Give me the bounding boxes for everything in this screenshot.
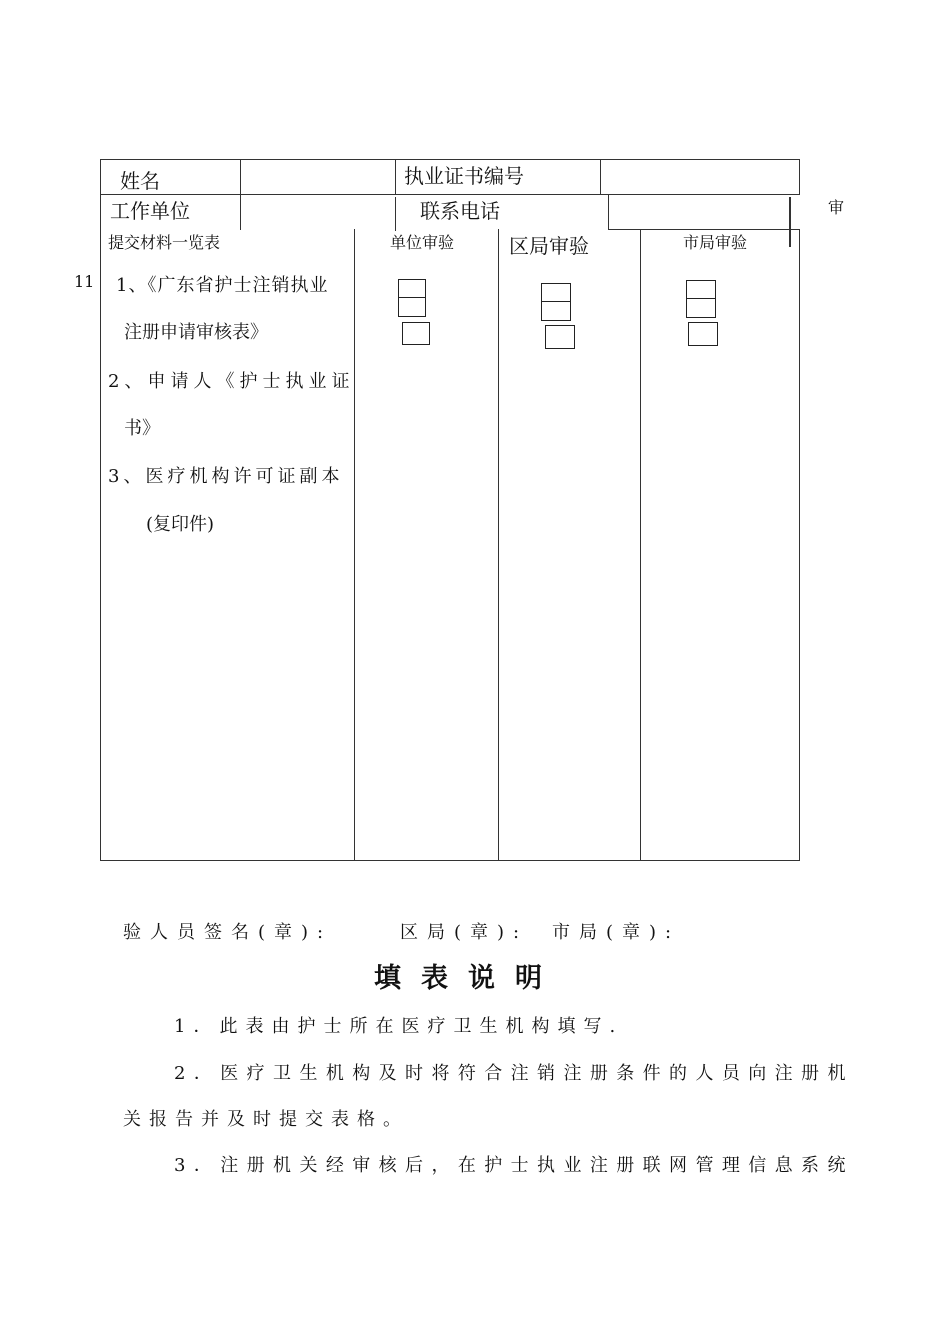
material-item-3-line2: (复印件) xyxy=(146,514,215,535)
unit-review-checkbox-3[interactable] xyxy=(402,322,430,345)
district-stamp-label: 区局(章): xyxy=(400,922,529,943)
city-stamp-label: 市局(章): xyxy=(552,922,681,943)
district-review-checkbox-1[interactable] xyxy=(541,283,571,303)
unit-review-checkbox-2[interactable] xyxy=(398,297,426,317)
work-unit-field[interactable] xyxy=(242,196,394,228)
instructions-title: 填表说明 xyxy=(374,963,562,994)
work-unit-label: 工作单位 xyxy=(110,199,190,223)
name-field[interactable] xyxy=(242,161,394,193)
district-review-checkbox-2[interactable] xyxy=(541,301,571,321)
phone-label: 联系电话 xyxy=(420,199,500,223)
materials-header: 提交材料一览表 xyxy=(108,233,221,252)
city-review-checkbox-1[interactable] xyxy=(686,280,716,300)
material-item-2-line2: 书》 xyxy=(124,418,160,439)
unit-review-header: 单位审验 xyxy=(390,233,455,252)
side-text-right: 审 xyxy=(828,198,845,217)
city-review-header: 市局审验 xyxy=(683,233,748,252)
phone-field[interactable] xyxy=(610,196,788,228)
district-review-checkbox-3[interactable] xyxy=(545,325,575,349)
instruction-item-1: 1．此表由护士所在医疗卫生机构填写. xyxy=(174,1016,624,1037)
name-label: 姓名 xyxy=(120,169,160,193)
material-item-2-line1: 2、申请人《护士执业证 xyxy=(108,371,355,392)
city-review-checkbox-3[interactable] xyxy=(688,322,718,346)
instruction-item-2-line1: 2．医疗卫生机构及时将符合注销注册条件的人员向注册机 xyxy=(174,1063,854,1084)
district-review-header: 区局审验 xyxy=(509,234,589,258)
cert-number-label: 执业证书编号 xyxy=(404,164,524,188)
instruction-item-3: 3．注册机关经审核后，在护士执业注册联网管理信息系统 xyxy=(174,1155,854,1176)
city-review-checkbox-2[interactable] xyxy=(686,298,716,318)
material-item-3-line1: 3、医疗机构许可证副本 xyxy=(108,466,344,487)
side-text-left: 11 xyxy=(74,272,95,291)
cert-number-field[interactable] xyxy=(602,161,798,193)
material-item-1-line1: 1、《广东省护士注销执业 xyxy=(116,275,329,296)
unit-review-checkbox-1[interactable] xyxy=(398,279,426,299)
verifier-signature-label: 验人员签名(章): xyxy=(123,922,333,943)
instruction-item-2-line2: 关报告并及时提交表格。 xyxy=(123,1109,409,1130)
material-item-1-line2: 注册申请审核表》 xyxy=(124,322,268,343)
